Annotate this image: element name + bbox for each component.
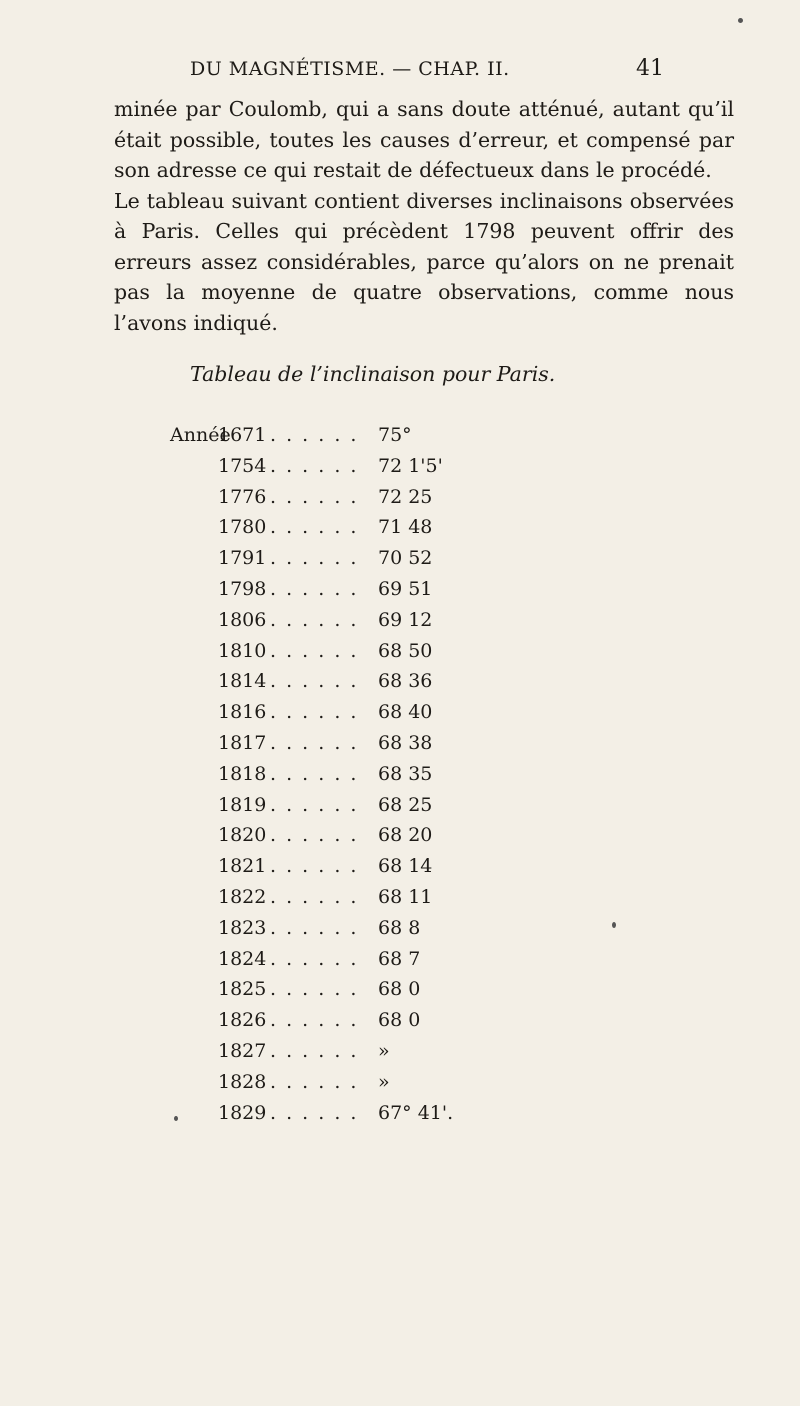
year-cell: 1776	[218, 485, 267, 508]
inclination-cell: »	[378, 1039, 390, 1062]
inclination-cell: 68 8	[378, 916, 421, 939]
page-number: 41	[636, 56, 664, 81]
year-cell: 1828	[218, 1070, 267, 1093]
table-row	[170, 605, 590, 636]
year-cell: 1806	[218, 608, 267, 631]
running-head: DU MAGNÉTISME. — CHAP. II.	[190, 58, 510, 80]
print-speck	[174, 1116, 178, 1121]
inclination-cell: 69 12	[378, 608, 433, 631]
dot-leader: . . . . . .	[270, 516, 359, 539]
dot-leader: . . . . . .	[270, 1009, 359, 1032]
year-cell: 1829	[218, 1101, 267, 1124]
table-row	[170, 851, 590, 882]
table-row	[170, 697, 590, 728]
table-row	[170, 820, 590, 851]
inclination-cell: 68 50	[378, 639, 433, 662]
paragraph: Le tableau suivant contient diverses inclinaisons observées à Paris. Celles qui précèdent 1798 peuvent offrir des erreurs assez considérables, parce qu’alors on ne prenait pas la moyenne de quatre observations, comme nous l’avons indiqué.	[114, 188, 734, 335]
dot-leader: . . . . . .	[270, 1101, 359, 1124]
inclination-cell: 68 36	[378, 670, 433, 693]
dot-leader: . . . . . .	[270, 978, 359, 1001]
dot-leader: . . . . . .	[270, 793, 359, 816]
year-cell: 1810	[218, 639, 267, 662]
paragraph: minée par Coulomb, qui a sans doute atténué, autant qu’il était possible, toutes les causes d’erreur, et compensé par son adresse ce qui restait de défectueux dans le procédé.	[114, 97, 734, 182]
table-row	[170, 944, 590, 975]
year-cell: 1821	[218, 855, 267, 878]
inclination-cell: 68 11	[378, 885, 433, 908]
inclination-cell: 72 1'5'	[378, 454, 443, 477]
inclination-cell: 68 40	[378, 701, 433, 724]
inclination-cell: 69 51	[378, 577, 433, 600]
dot-leader: . . . . . .	[270, 731, 359, 754]
print-speck	[738, 18, 743, 23]
year-cell: 1818	[218, 762, 267, 785]
dot-leader: . . . . . .	[270, 577, 359, 600]
table-row	[170, 1005, 590, 1036]
dot-leader: . . . . . .	[270, 485, 359, 508]
inclination-cell: 68 7	[378, 947, 421, 970]
year-cell: 1817	[218, 731, 267, 754]
inclination-cell: 68 25	[378, 793, 433, 816]
year-cell: 1791	[218, 547, 267, 570]
year-cell: 1816	[218, 701, 267, 724]
table-row	[170, 1067, 590, 1098]
dot-leader: . . . . . .	[270, 670, 359, 693]
dot-leader: . . . . . .	[270, 824, 359, 847]
year-cell: 1819	[218, 793, 267, 816]
inclination-cell: 67° 41'.	[378, 1101, 454, 1124]
dot-leader: . . . . . .	[270, 1070, 359, 1093]
table-row	[170, 1098, 590, 1129]
year-cell: 1820	[218, 824, 267, 847]
table-row	[170, 636, 590, 667]
inclination-cell: 68 38	[378, 731, 433, 754]
inclination-cell: 70 52	[378, 547, 433, 570]
table-row	[170, 913, 590, 944]
year-cell: 1822	[218, 885, 267, 908]
table-row	[170, 512, 590, 543]
dot-leader: . . . . . .	[270, 547, 359, 570]
table-row	[170, 482, 590, 513]
table-row	[170, 543, 590, 574]
inclination-cell: 68 14	[378, 855, 433, 878]
year-cell: 1780	[218, 516, 267, 539]
table-row	[170, 420, 590, 451]
inclination-cell: 68 20	[378, 824, 433, 847]
dot-leader: . . . . . .	[270, 885, 359, 908]
year-cell: 1827	[218, 1039, 267, 1062]
dot-leader: . . . . . .	[270, 454, 359, 477]
table-row	[170, 974, 590, 1005]
row-label: Année	[170, 424, 231, 446]
year-cell: 1823	[218, 916, 267, 939]
year-cell: 1754	[218, 454, 267, 477]
table-row	[170, 574, 590, 605]
inclination-cell: 68 35	[378, 762, 433, 785]
table-title: Tableau de l’inclinaison pour Paris.	[190, 362, 556, 386]
table-row	[170, 728, 590, 759]
dot-leader: . . . . . .	[270, 916, 359, 939]
year-cell: 1671	[218, 424, 267, 446]
table-row	[170, 1036, 590, 1067]
table-row	[170, 882, 590, 913]
year-cell: 1814	[218, 670, 267, 693]
dot-leader: . . . . . .	[270, 1039, 359, 1062]
body-text	[114, 94, 734, 338]
inclination-cell: 75°	[378, 424, 412, 446]
print-speck	[612, 922, 616, 928]
dot-leader: . . . . . .	[270, 762, 359, 785]
dot-leader: . . . . . .	[270, 639, 359, 662]
table-row	[170, 451, 590, 482]
inclination-cell: »	[378, 1070, 390, 1093]
inclination-cell: 68 0	[378, 1009, 421, 1032]
inclination-cell: 68 0	[378, 978, 421, 1001]
table-row	[170, 790, 590, 821]
dot-leader: . . . . . .	[270, 947, 359, 970]
year-cell: 1798	[218, 577, 267, 600]
inclination-table	[170, 420, 590, 1128]
dot-leader: . . . . . .	[270, 701, 359, 724]
inclination-cell: 71 48	[378, 516, 433, 539]
table-row	[170, 666, 590, 697]
year-cell: 1825	[218, 978, 267, 1001]
dot-leader: . . . . . .	[270, 855, 359, 878]
table-row	[170, 759, 590, 790]
year-cell: 1826	[218, 1009, 267, 1032]
inclination-cell: 72 25	[378, 485, 433, 508]
dot-leader: . . . . . .	[270, 424, 359, 446]
year-cell: 1824	[218, 947, 267, 970]
dot-leader: . . . . . .	[270, 608, 359, 631]
